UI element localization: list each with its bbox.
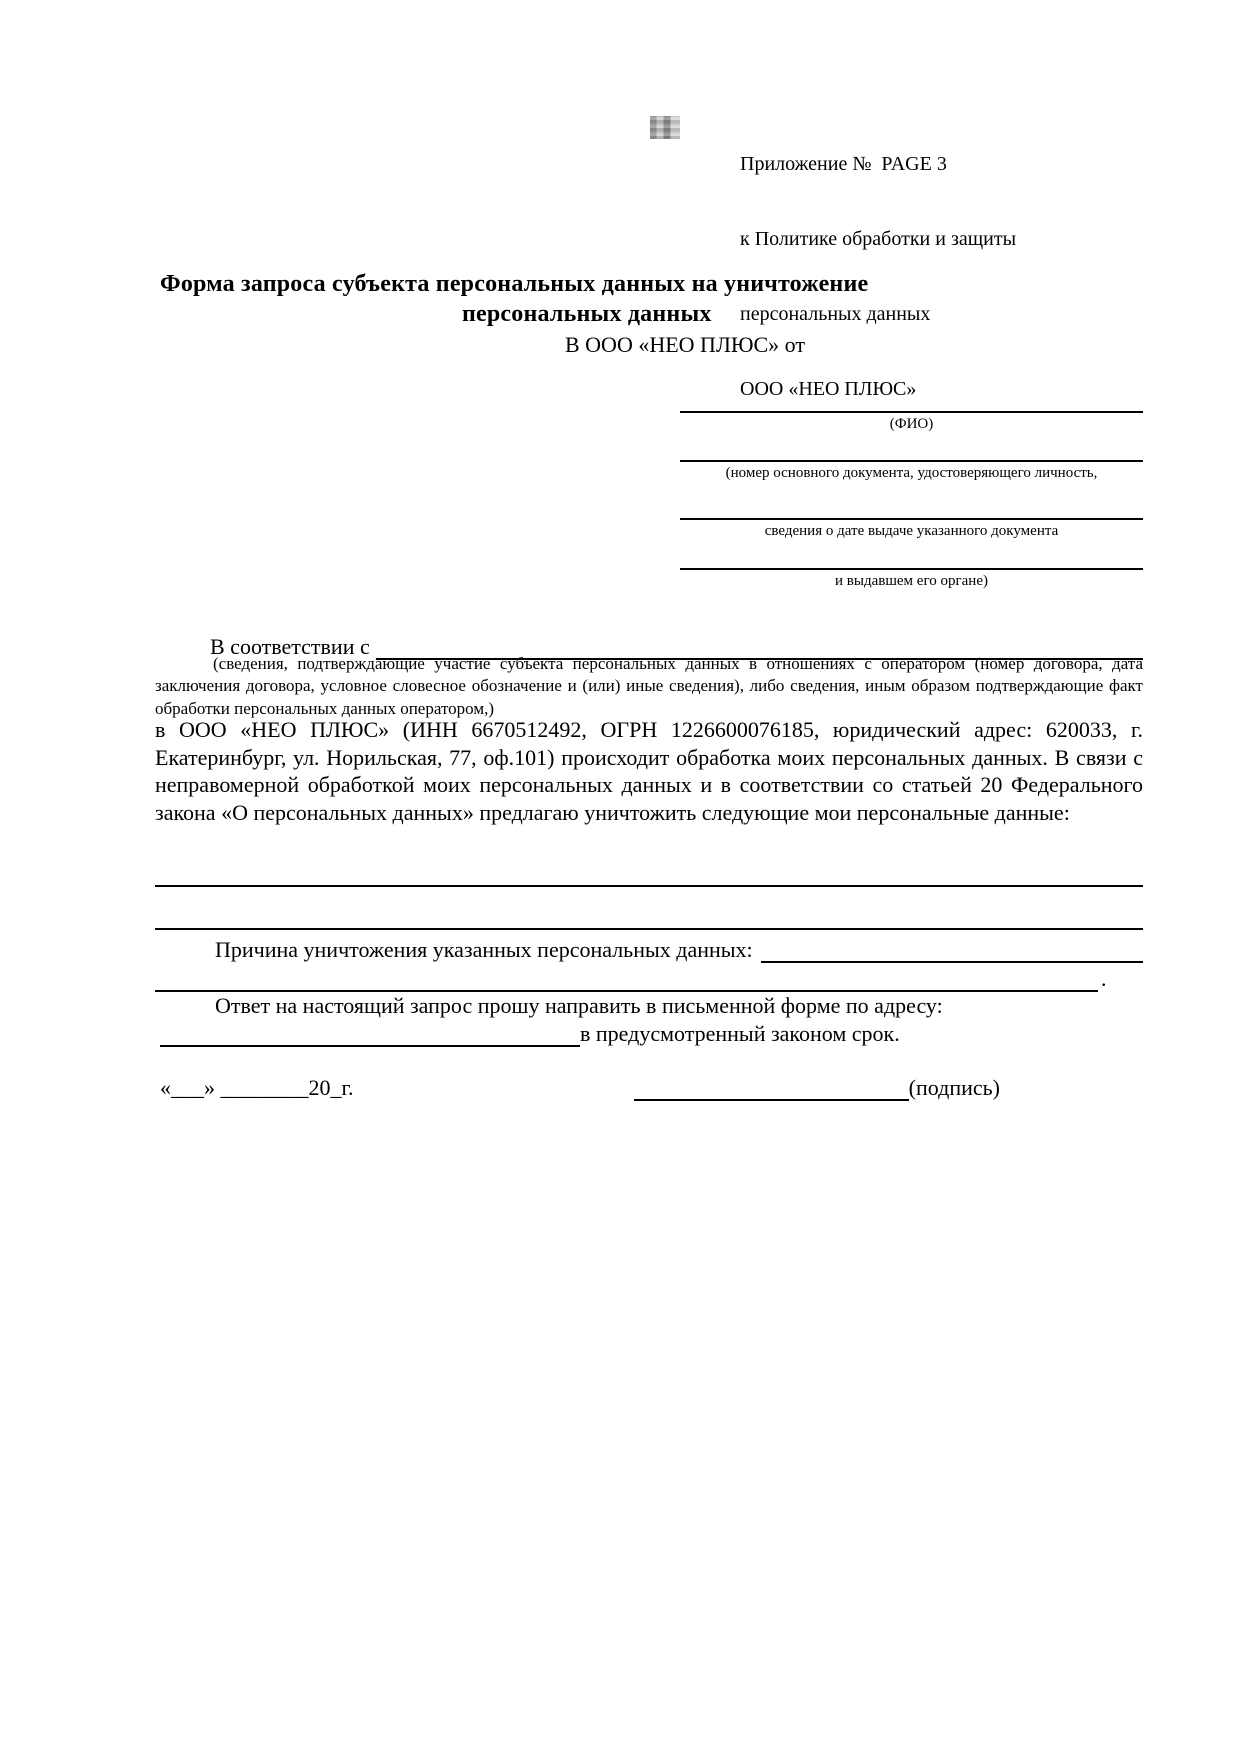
- date-blank: «___» ________20_г.: [160, 1075, 354, 1100]
- reason-continuation-blank-line: [155, 984, 1098, 992]
- issuing-authority-blank-line: [680, 568, 1143, 570]
- addressee-line: В ООО «НЕО ПЛЮС» от: [565, 332, 805, 357]
- signature-blank-line: [634, 1093, 909, 1101]
- date-signature-row: [160, 1074, 1000, 1101]
- pixelated-artifact-icon: [650, 116, 680, 139]
- reason-blank-line: [761, 955, 1143, 963]
- fio-blank-line: [680, 411, 1143, 413]
- response-request-line: Ответ на настоящий запрос прошу направить в письменной форме по адресу:: [215, 993, 943, 1018]
- appendix-header-line: Приложение № PAGE 3: [740, 153, 947, 175]
- address-blank-line: [160, 1039, 580, 1047]
- reason-row: [215, 936, 1143, 963]
- personal-data-blank-line-2: [155, 928, 1143, 930]
- document-number-blank-line: [680, 460, 1143, 462]
- period-after-blank: .: [1101, 966, 1107, 991]
- fio-caption: (ФИО): [889, 416, 934, 432]
- reason-continuation-row: [155, 966, 1143, 992]
- signature-group: [634, 1074, 1000, 1101]
- accordance-label: В соответствии с: [210, 634, 370, 659]
- body-paragraph: в ООО «НЕО ПЛЮС» (ИНН 6670512492, ОГРН 1226600076185, юридический адрес: 620033, г. Екатеринбург, ул. Норильская, 77, оф.101) происходит обработка моих персональных данных. В связи с неправомерной обработкой моих персональных данных и в соответствии со статьей 20 Федерального закона «О персональных данных» предлагаю уничтожить следующие мои персональные данные:: [155, 717, 1143, 825]
- appendix-header-line: ООО «НЕО ПЛЮС»: [740, 378, 917, 400]
- signature-caption: (подпись): [908, 1075, 1000, 1100]
- form-title-line2: персональных данных: [462, 301, 712, 327]
- reason-label: Причина уничтожения указанных персональных данных:: [215, 937, 753, 962]
- appendix-header-line: персональных данных: [740, 303, 931, 325]
- document-issue-date-caption: сведения о дате выдаче указанного документа: [764, 523, 1059, 539]
- address-term-row: [160, 1020, 1143, 1047]
- issuing-authority-caption: и выдавшем его органе): [835, 573, 988, 589]
- document-issue-date-blank-line: [680, 518, 1143, 520]
- accordance-small-print: (сведения, подтверждающие участие субъекта персональных данных в отношениях с оператором (номер договора, дата заключения договора, условное словесное обозначение и (или) иные сведения), либо сведения, иным образом подтверждающие факт обработки персональных данных оператором,): [155, 654, 1143, 718]
- term-clause: в предусмотренный законом срок.: [580, 1021, 900, 1046]
- document-number-caption: (номер основного документа, удостоверяющего личность,: [725, 465, 1098, 481]
- appendix-header-line: к Политике обработки и защиты: [740, 228, 1017, 250]
- form-title-line1: Форма запроса субъекта персональных данных на уничтожение: [160, 271, 869, 297]
- personal-data-blank-line-1: [155, 885, 1143, 887]
